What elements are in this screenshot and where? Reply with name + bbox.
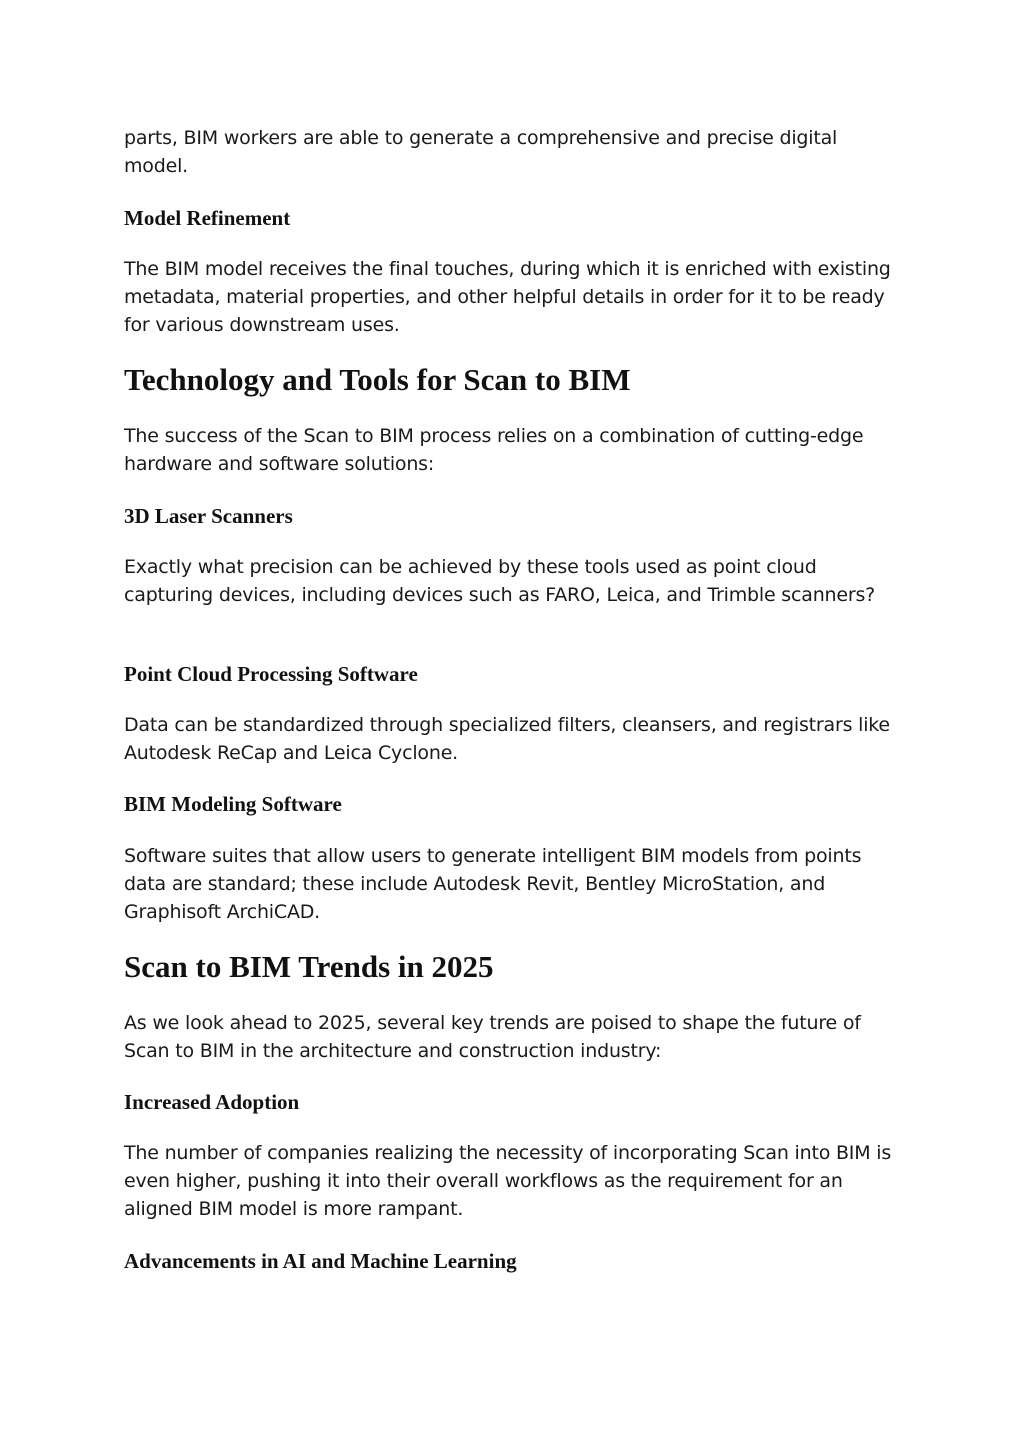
paragraph-digital-model: parts, BIM workers are able to generate a comprehensive and precise digital model.: [124, 127, 838, 177]
heading-trends-2025: Scan to BIM Trends in 2025: [124, 949, 494, 984]
heading-technology-and-tools: Technology and Tools for Scan to BIM: [124, 362, 631, 397]
heading-increased-adoption: Increased Adoption: [124, 1090, 300, 1114]
heading-ai-machine-learning: Advancements in AI and Machine Learning: [124, 1249, 517, 1273]
heading-model-refinement: Model Refinement: [124, 206, 291, 230]
paragraph-model-refinement: The BIM model receives the final touches, during which it is enriched with existing metadata, material properties, and other helpful details in order for it to be ready for various downstream uses.: [124, 258, 891, 336]
heading-point-cloud-processing: Point Cloud Processing Software: [124, 662, 418, 686]
paragraph-3d-laser-scanners: Exactly what precision can be achieved by these tools used as point cloud capturing devices, including devices such as FARO, Leica, and Trimble scanners?: [124, 556, 876, 606]
paragraph-increased-adoption: The number of companies realizing the necessity of incorporating Scan into BIM is even higher, pushing it into their overall workflows as the requirement for an aligned BIM model is more rampant.: [124, 1142, 892, 1220]
paragraph-trends-intro: As we look ahead to 2025, several key trends are poised to shape the future of Scan to BIM in the architecture and construction industry:: [124, 1012, 861, 1062]
paragraph-bim-modeling-software: Software suites that allow users to generate intelligent BIM models from points data are standard; these include Autodesk Revit, Bentley MicroStation, and Graphisoft ArchiCAD.: [124, 845, 862, 923]
paragraph-technology-intro: The success of the Scan to BIM process relies on a combination of cutting-edge hardware and software solutions:: [124, 425, 864, 475]
heading-bim-modeling-software: BIM Modeling Software: [124, 792, 342, 816]
heading-3d-laser-scanners: 3D Laser Scanners: [124, 504, 293, 528]
paragraph-point-cloud-processing: Data can be standardized through specialized filters, cleansers, and registrars like Autodesk ReCap and Leica Cyclone.: [124, 714, 890, 764]
